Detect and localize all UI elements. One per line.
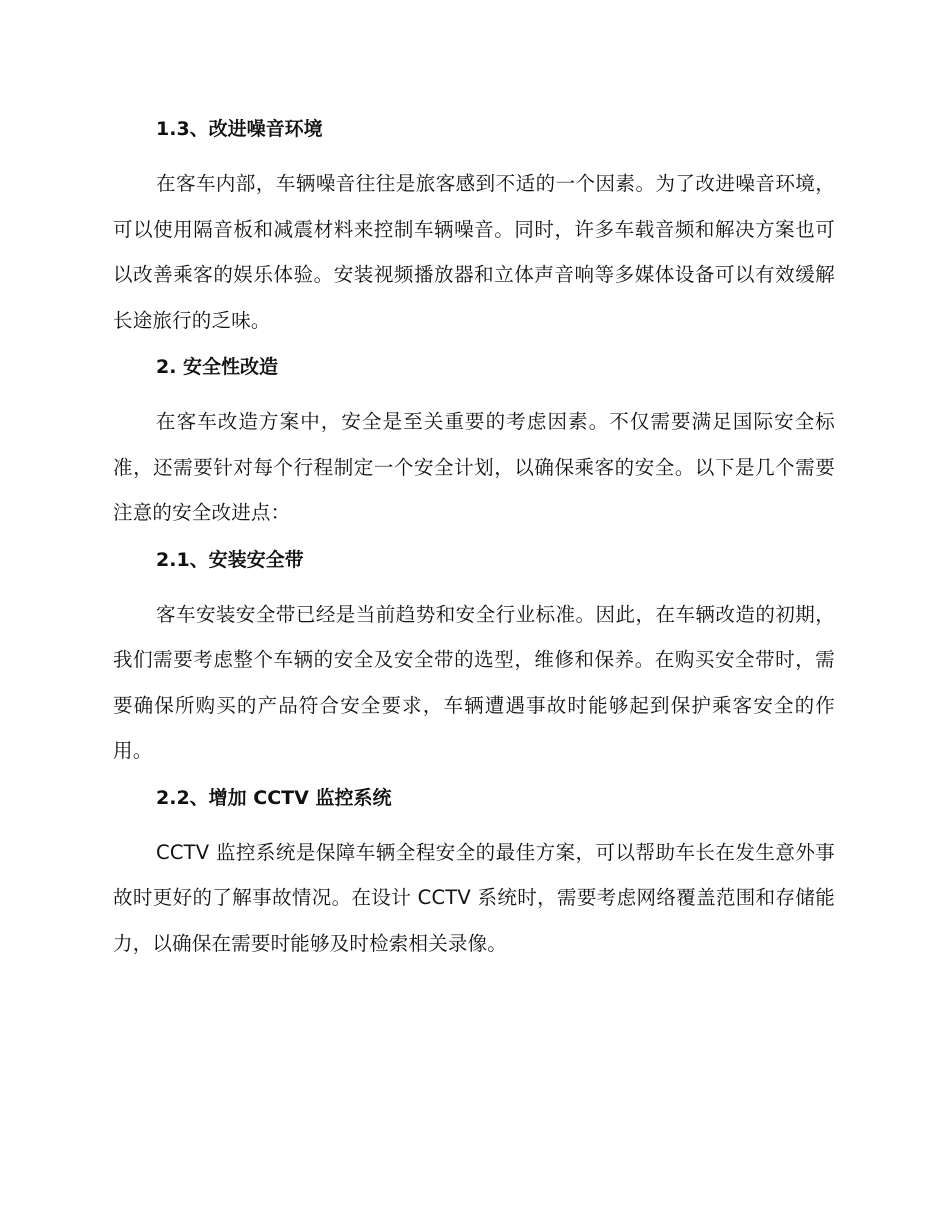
section-heading-2-1: 2.1、安装安全带 xyxy=(156,548,304,571)
section-paragraph-1-3: 在客车内部，车辆噪音往往是旅客感到不适的一个因素。为了改进噪音环境，可以使用隔音板和减震材料来控制车辆噪音。同时，许多车载音频和解决方案也可以改善乘客的娱乐体验。安装视频播放器和立体声音响等多媒体设备可以有效缓解长途旅行的乏味。 xyxy=(113,172,835,332)
section-heading-2-2: 2.2、增加 CCTV 监控系统 xyxy=(156,786,392,809)
section-heading-1-3: 1.3、改进噪音环境 xyxy=(156,118,323,140)
section-paragraph-2: 在客车改造方案中，安全是至关重要的考虑因素。不仅需要满足国际安全标准，还需要针对每个行程制定一个安全计划，以确保乘客的安全。以下是几个需要注意的安全改进点： xyxy=(113,410,835,524)
document-body xyxy=(113,114,835,966)
section-heading-2: 2. 安全性改造 xyxy=(156,356,279,378)
section-paragraph-2-2: CCTV 监控系统是保障车辆全程安全的最佳方案，可以帮助车长在发生意外事故时更好的了解事故情况。在设计 CCTV 系统时，需要考虑网络覆盖范围和存储能力，以确保在需要时能够及时检索相关录像。 xyxy=(113,840,835,955)
section-paragraph-2-1: 客车安装安全带已经是当前趋势和安全行业标准。因此，在车辆改造的初期，我们需要考虑整个车辆的安全及安全带的选型，维修和保养。在购买安全带时，需要确保所购买的产品符合安全要求，车辆遭遇事故时能够起到保护乘客安全的作用。 xyxy=(113,602,835,762)
